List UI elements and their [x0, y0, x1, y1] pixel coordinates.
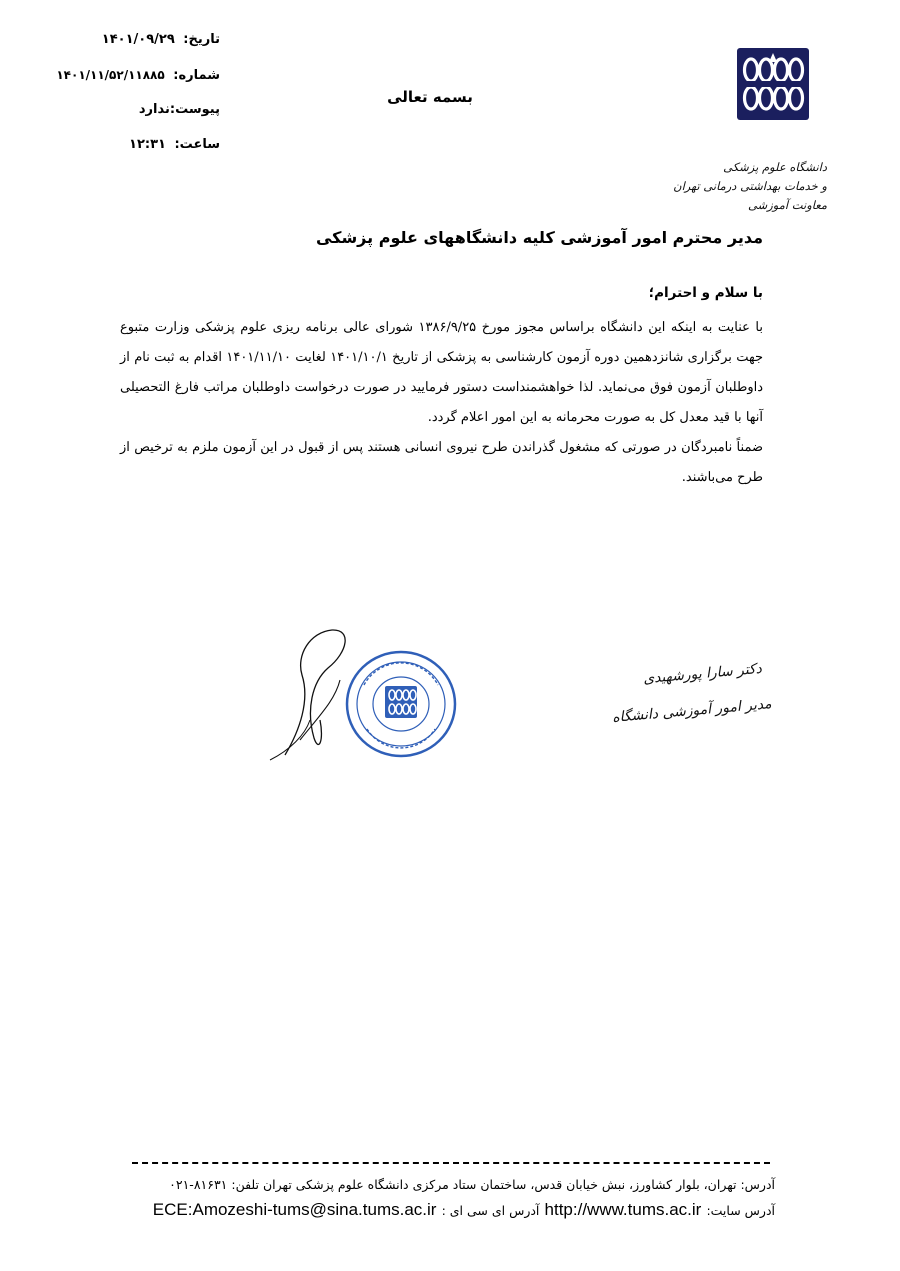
- email-link[interactable]: ECE:Amozeshi-tums@sina.tums.ac.ir: [152, 1200, 437, 1219]
- university-name-line2: و خدمات بهداشتی درمانی تهران: [673, 179, 827, 193]
- greeting: با سلام و احترام؛: [648, 285, 763, 301]
- official-stamp-icon: [342, 645, 460, 763]
- invocation: بسمه تعالی: [387, 88, 473, 106]
- time-row: [70, 135, 220, 170]
- university-name: [673, 158, 827, 215]
- attachment-value: ندارد: [138, 102, 170, 117]
- body-paragraph: ضمناً نامبردگان در صورتی که مشغول گذراندن طرح نیروی انسانی هستند پس از قبول در این آزمون ملزم به ترخیص از طرح می‌باشند.: [120, 440, 763, 485]
- tums-emblem-icon: [737, 48, 809, 120]
- time-value: ۱۲:۳۱: [129, 137, 166, 152]
- number-label: شماره:: [173, 68, 220, 83]
- email-label: آدرس ای سی ای :: [441, 1203, 540, 1218]
- date-row: [70, 30, 220, 65]
- date-label: تاریخ:: [183, 32, 220, 47]
- university-name-line1: دانشگاه علوم پزشکی: [723, 160, 827, 174]
- addressee: مدیر محترم امور آموزشی کلیه دانشگاههای علوم پزشکی: [315, 228, 763, 247]
- university-name-line3: معاونت آموزشی: [748, 198, 827, 212]
- body-paragraph: با عنایت به اینکه این دانشگاه براساس مجوز مورخ ۱۳۸۶/۹/۲۵ شورای عالی برنامه ریزی علوم پزشکی وزارت متبوع جهت برگزاری شانزدهمین دوره آزمون کارشناسی به پزشکی از تاریخ ۱۴۰۱/۱۰/۱ لغایت ۱۴۰۱/۱۱/۱۰ اقدام به ثبت نام از داوطلبان آزمون فوق می‌نماید. لذا خواهشمنداست دستور فرمایید در صورت درخواست داوطلبان مراتب فارغ التحصیلی آنها با قید معدل کل به صورت محرمانه به این امور اعلام گردد.: [120, 320, 763, 425]
- footer-contacts: [153, 1200, 775, 1220]
- number-value: ۱۴۰۱/۱۱/۵۲/۱۱۸۸۵: [56, 68, 165, 82]
- number-row: [56, 65, 220, 100]
- footer-divider: [132, 1162, 770, 1164]
- attachment-label: پیوست:: [169, 102, 220, 117]
- website-link[interactable]: http://www.tums.ac.ir: [544, 1200, 702, 1219]
- footer-address: آدرس: تهران، بلوار کشاورز، نبش خیابان قدس، ساختمان ستاد مرکزی دانشگاه علوم پزشکی تهران تلفن: ۸۱۶۳۱-۰۲۱: [169, 1177, 775, 1192]
- time-label: ساعت:: [174, 137, 220, 152]
- signatory-name: دکتر سارا پورشهیدی: [642, 660, 763, 688]
- signatory-title: مدیر امور آموزشی دانشگاه: [611, 696, 773, 726]
- letter-body: [120, 313, 763, 493]
- letter-meta: [56, 30, 220, 170]
- website-label: آدرس سایت:: [706, 1203, 775, 1218]
- university-logo: [673, 40, 835, 215]
- signature-block: [240, 620, 470, 770]
- date-value: ۱۴۰۱/۰۹/۲۹: [101, 32, 175, 47]
- attachment-row: [70, 100, 220, 135]
